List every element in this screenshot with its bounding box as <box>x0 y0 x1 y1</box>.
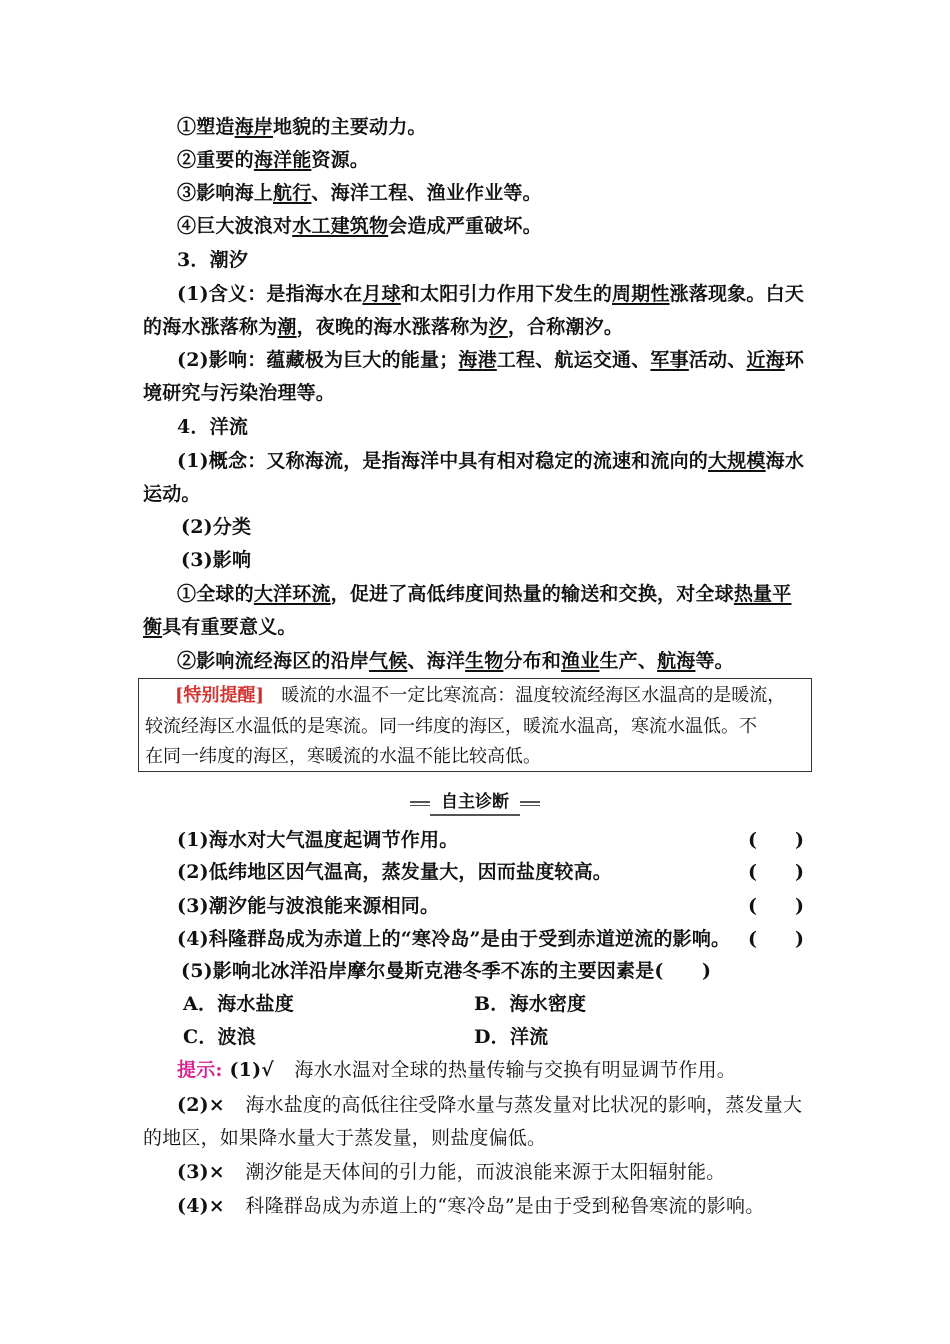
tide-heading: 3．潮汐 <box>177 249 249 271</box>
notice-line-3: 在同一纬度的海区，寒暖流的水温不能比较高低。 <box>145 746 541 767</box>
answer-blank-2: ( ) <box>748 861 804 883</box>
self-check-title: 自主诊断 <box>430 790 520 816</box>
hint-1: 提示: (1)√ 海水水温对全球的热量传输与交换有明显调节作用。 <box>177 1059 737 1081</box>
answer-blank-4: ( ) <box>748 928 804 950</box>
current-influence-2: ②影响流经海区的沿岸气候、海洋生物分布和渔业生产、航海等。 <box>177 650 734 672</box>
current-influence-1: ①全球的大洋环流，促进了高低纬度间热量的输送和交换，对全球热量平 <box>177 583 792 605</box>
wave-effect-1: ①塑造海岸地貌的主要动力。 <box>177 116 427 138</box>
wave-effect-3: ③影响海上航行、海洋工程、渔业作业等。 <box>177 182 542 204</box>
current-concept: (1)概念：又称海流，是指海洋中具有相对稳定的流速和流向的大规模海水 <box>177 450 805 472</box>
hint-3: (3)× 潮汐能是天体间的引力能，而波浪能来源于太阳辐射能。 <box>177 1161 726 1183</box>
check-item-5: (5)影响北冰洋沿岸摩尔曼斯克港冬季不冻的主要因素是( ) <box>181 960 712 982</box>
wave-effect-4: ④巨大波浪对水工建筑物会造成严重破坏。 <box>177 215 542 237</box>
wave-effect-2: ②重要的海洋能资源。 <box>177 149 370 171</box>
option-b: B．海水密度 <box>474 993 587 1015</box>
notice-line-1: [特别提醒] 暖流的水温不一定比寒流高：温度较流经海区水温高的是暖流， <box>175 685 786 706</box>
self-check-banner <box>410 790 540 814</box>
current-concept-cont: 运动。 <box>143 483 201 505</box>
check-item-3: (3)潮汐能与波浪能来源相同。 <box>177 895 440 917</box>
option-a: A．海水盐度 <box>183 993 294 1015</box>
tide-definition-cont: 的海水涨落称为潮，夜晚的海水涨落称为汐，合称潮汐。 <box>143 316 624 338</box>
check-item-4: (4)科隆群岛成为赤道上的“寒冷岛”是由于受到赤道逆流的影响。 <box>177 928 731 950</box>
hint-4: (4)× 科隆群岛成为赤道上的“寒冷岛”是由于受到秘鲁寒流的影响。 <box>177 1195 765 1217</box>
hint-label: 提示: <box>177 1059 223 1081</box>
tide-impact: (2)影响：蕴藏极为巨大的能量；海港工程、航运交通、军事活动、近海环 <box>177 349 805 371</box>
option-c: C．波浪 <box>183 1026 256 1048</box>
tide-impact-cont: 境研究与污染治理等。 <box>143 382 336 404</box>
special-notice-box <box>138 678 812 772</box>
answer-blank-3: ( ) <box>748 895 804 917</box>
current-heading: 4．洋流 <box>177 416 249 438</box>
hint-2: (2)× 海水盐度的高低往往受降水量与蒸发量对比状况的影响，蒸发量大 <box>177 1094 803 1116</box>
check-item-1: (1)海水对大气温度起调节作用。 <box>177 829 459 851</box>
current-influence-1-cont: 衡具有重要意义。 <box>143 616 297 638</box>
option-d: D．洋流 <box>474 1026 549 1048</box>
notice-line-2: 较流经海区水温低的是寒流。同一纬度的海区，暖流水温高，寒流水温低。不 <box>145 716 757 737</box>
hint-2-cont: 的地区，如果降水量大于蒸发量，则盐度偏低。 <box>143 1127 547 1149</box>
notice-label: [特别提醒] <box>175 685 265 706</box>
check-item-2: (2)低纬地区因气温高，蒸发量大，因而盐度较高。 <box>177 861 613 883</box>
banner-rule-left <box>410 801 430 806</box>
current-influence: (3)影响 <box>181 549 252 571</box>
current-classification: (2)分类 <box>181 516 252 538</box>
tide-definition: (1)含义：是指海水在月球和太阳引力作用下发生的周期性涨落现象。白天 <box>177 283 805 305</box>
banner-rule-right <box>520 801 540 806</box>
answer-blank-1: ( ) <box>748 829 804 851</box>
